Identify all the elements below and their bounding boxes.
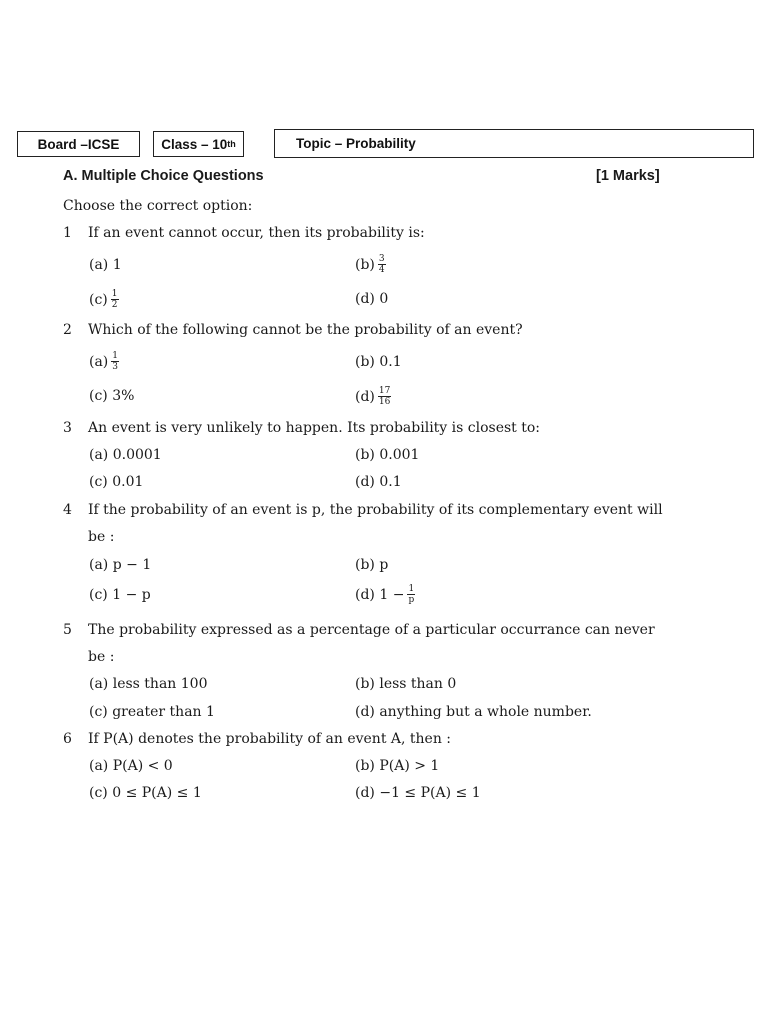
topic-label xyxy=(274,129,754,158)
option-label: (b) P(A) > 1 xyxy=(355,758,440,774)
option-label: (b) p xyxy=(355,557,389,573)
question-number: 1 xyxy=(63,225,72,241)
option-b xyxy=(355,674,456,694)
fraction-denominator: p xyxy=(408,595,415,605)
option-label: (d) 0.1 xyxy=(355,474,402,490)
option-c xyxy=(89,289,119,310)
question-text-line1: If the probability of an event is p, the probability of its complementary event will xyxy=(88,502,663,518)
option-label: (d) −1 ≤ P(A) ≤ 1 xyxy=(355,785,481,801)
question-number: 2 xyxy=(63,322,72,338)
option-a xyxy=(89,255,122,275)
option-b xyxy=(355,555,388,575)
option-label: (c) xyxy=(89,291,108,308)
option-label: (b) xyxy=(355,256,375,273)
option-label: (b) less than 0 xyxy=(355,676,457,692)
question-text-line2: be : xyxy=(88,649,115,665)
option-label: (b) 0.1 xyxy=(355,354,402,370)
fraction-denominator: 4 xyxy=(378,265,385,275)
option-label: (a) p − 1 xyxy=(89,557,152,573)
option-a xyxy=(89,756,173,776)
board-label xyxy=(17,131,140,157)
option-a xyxy=(89,555,151,575)
option-label: (c) 0.01 xyxy=(89,474,144,490)
option-b xyxy=(355,254,386,275)
option-label: (b) 0.001 xyxy=(355,447,420,463)
option-label: (a) P(A) < 0 xyxy=(89,758,173,774)
option-b xyxy=(355,352,402,372)
fraction-denominator: 3 xyxy=(112,362,119,372)
fraction-numerator: 3 xyxy=(378,254,385,264)
fraction-numerator: 17 xyxy=(378,386,391,396)
fraction-numerator: 1 xyxy=(408,584,415,594)
option-label: (d) xyxy=(355,388,375,405)
fraction xyxy=(111,351,119,372)
option-label: (c) greater than 1 xyxy=(89,704,215,720)
option-d xyxy=(355,783,481,803)
option-c xyxy=(89,585,151,605)
question-text: If P(A) denotes the probability of an event A, then : xyxy=(88,731,452,747)
fraction xyxy=(378,386,391,407)
option-label: (d) 1 − xyxy=(355,586,405,603)
option-d xyxy=(355,386,391,407)
option-a xyxy=(89,674,207,694)
option-a xyxy=(89,351,119,372)
option-b xyxy=(355,445,419,465)
option-c xyxy=(89,783,202,803)
question-number: 5 xyxy=(63,622,72,638)
fraction-denominator: 16 xyxy=(378,397,391,407)
option-c xyxy=(89,702,215,722)
question-text: If an event cannot occur, then its probability is: xyxy=(88,225,425,241)
option-a xyxy=(89,445,162,465)
option-b xyxy=(355,756,439,776)
option-label: (a) xyxy=(89,353,109,370)
board-text: Board –ICSE xyxy=(37,136,120,152)
option-d xyxy=(355,584,415,605)
question-text-line1: The probability expressed as a percentage of a particular occurrance can never xyxy=(88,622,655,638)
question-text: Which of the following cannot be the probability of an event? xyxy=(88,322,523,338)
section-title: A. Multiple Choice Questions xyxy=(63,168,264,184)
option-label: (a) 0.0001 xyxy=(89,447,162,463)
fraction xyxy=(111,289,119,310)
option-label: (a) 1 xyxy=(89,257,122,273)
option-d xyxy=(355,472,402,492)
option-label: (d) anything but a whole number. xyxy=(355,704,592,720)
fraction xyxy=(378,254,386,275)
section-instruction: Choose the correct option: xyxy=(63,198,253,214)
option-label: (d) 0 xyxy=(355,291,389,307)
option-c xyxy=(89,472,143,492)
option-label: (c) 3% xyxy=(89,388,135,404)
question-number: 3 xyxy=(63,420,72,436)
option-d xyxy=(355,702,592,722)
class-label: Class – 10 th xyxy=(153,131,244,157)
topic-text: Topic – Probability xyxy=(296,136,416,151)
question-text: An event is very unlikely to happen. Its probability is closest to: xyxy=(88,420,541,436)
option-c xyxy=(89,386,134,406)
question-number: 6 xyxy=(63,731,72,747)
fraction-numerator: 1 xyxy=(111,289,118,299)
question-number: 4 xyxy=(63,502,72,518)
option-d xyxy=(355,289,388,309)
class-text: Class – 10 xyxy=(161,136,228,152)
fraction-denominator: 2 xyxy=(111,300,118,310)
option-label: (a) less than 100 xyxy=(89,676,208,692)
option-label: (c) 1 − p xyxy=(89,587,151,603)
section-marks: [1 Marks] xyxy=(596,168,660,184)
fraction xyxy=(407,584,415,605)
fraction-numerator: 1 xyxy=(112,351,119,361)
question-text-line2: be : xyxy=(88,529,115,545)
option-label: (c) 0 ≤ P(A) ≤ 1 xyxy=(89,785,202,801)
